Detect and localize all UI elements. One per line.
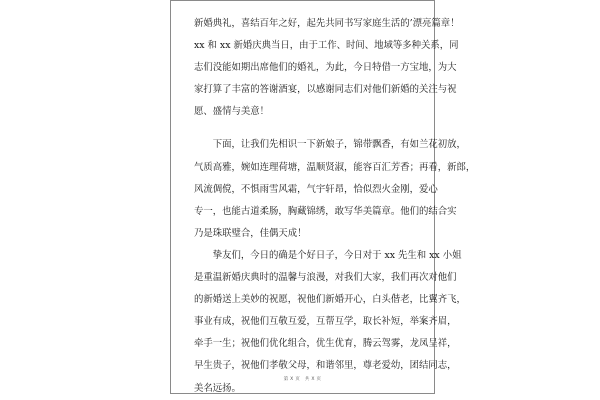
text-line: 挚友们，今日的确是个好日子，今日对于 xx 先生和 xx 小姐 (194, 249, 462, 261)
text-line: 事业有成，祝他们互敬互爱，互帮互学，取长补短，举案齐眉， (194, 316, 457, 328)
text-line: 愿、盛情与美意！ (194, 106, 270, 118)
text-line: 早生贵子，祝他们孝敬父母，和谐邻里，尊老爱幼，团结同志， (194, 360, 457, 372)
page-footer: 第 X 页 共 X 页 (283, 377, 322, 382)
paragraph-3 (194, 134, 476, 244)
text-line: 牵手一生；祝他们优化组合，优生优育，腾云驾雾，龙凤呈祥， (194, 338, 457, 350)
text-line: 风流倜傥，不惧雨雪风霜，气宇轩昂，恰似烈火金刚，爱心 (194, 183, 438, 195)
text-line: 是重温新婚庆典时的温馨与浪漫，对我们大家，我们再次对他们 (194, 272, 457, 284)
text-line: 专一，也能古道柔肠，胸藏锦绣，敢写华美篇章。他们的结合实 (194, 205, 457, 217)
text-line: 志们没能如期出席他们的婚礼，为此，今日特借一方宝地，为大 (194, 62, 457, 74)
text-line: 家打算了丰富的答谢酒宴，以感谢同志们对他们新婚的关注与祝 (194, 84, 457, 96)
paragraph-2 (194, 35, 459, 123)
text-line: 新婚典礼，喜结百年之好，起先共同书写家庭生活的’漂亮篇章！ (194, 18, 460, 29)
text-line: 的新婚送上美妙的祝愿，祝他们新婚开心，白头偕老，比翼齐飞， (194, 294, 466, 306)
paragraph-1 (194, 13, 460, 35)
text-line: 下面，让我们先相识一下新娘子，锦带飘香，有如兰花初放， (194, 139, 466, 151)
text-line: 美名远扬。 (194, 382, 241, 394)
document-body (194, 13, 476, 400)
text-line: 气质高雅，婉如连理荷塘，温顺贤淑，能容百汇芳香；再看，新郎， (194, 161, 476, 173)
text-line: 乃是珠联璧合，佳偶天成！ (194, 227, 307, 239)
text-line: xx 和 xx 新婚庆典当日，由于工作、时间、地域等多种关系，同 (194, 40, 459, 52)
document-page (170, 0, 476, 394)
